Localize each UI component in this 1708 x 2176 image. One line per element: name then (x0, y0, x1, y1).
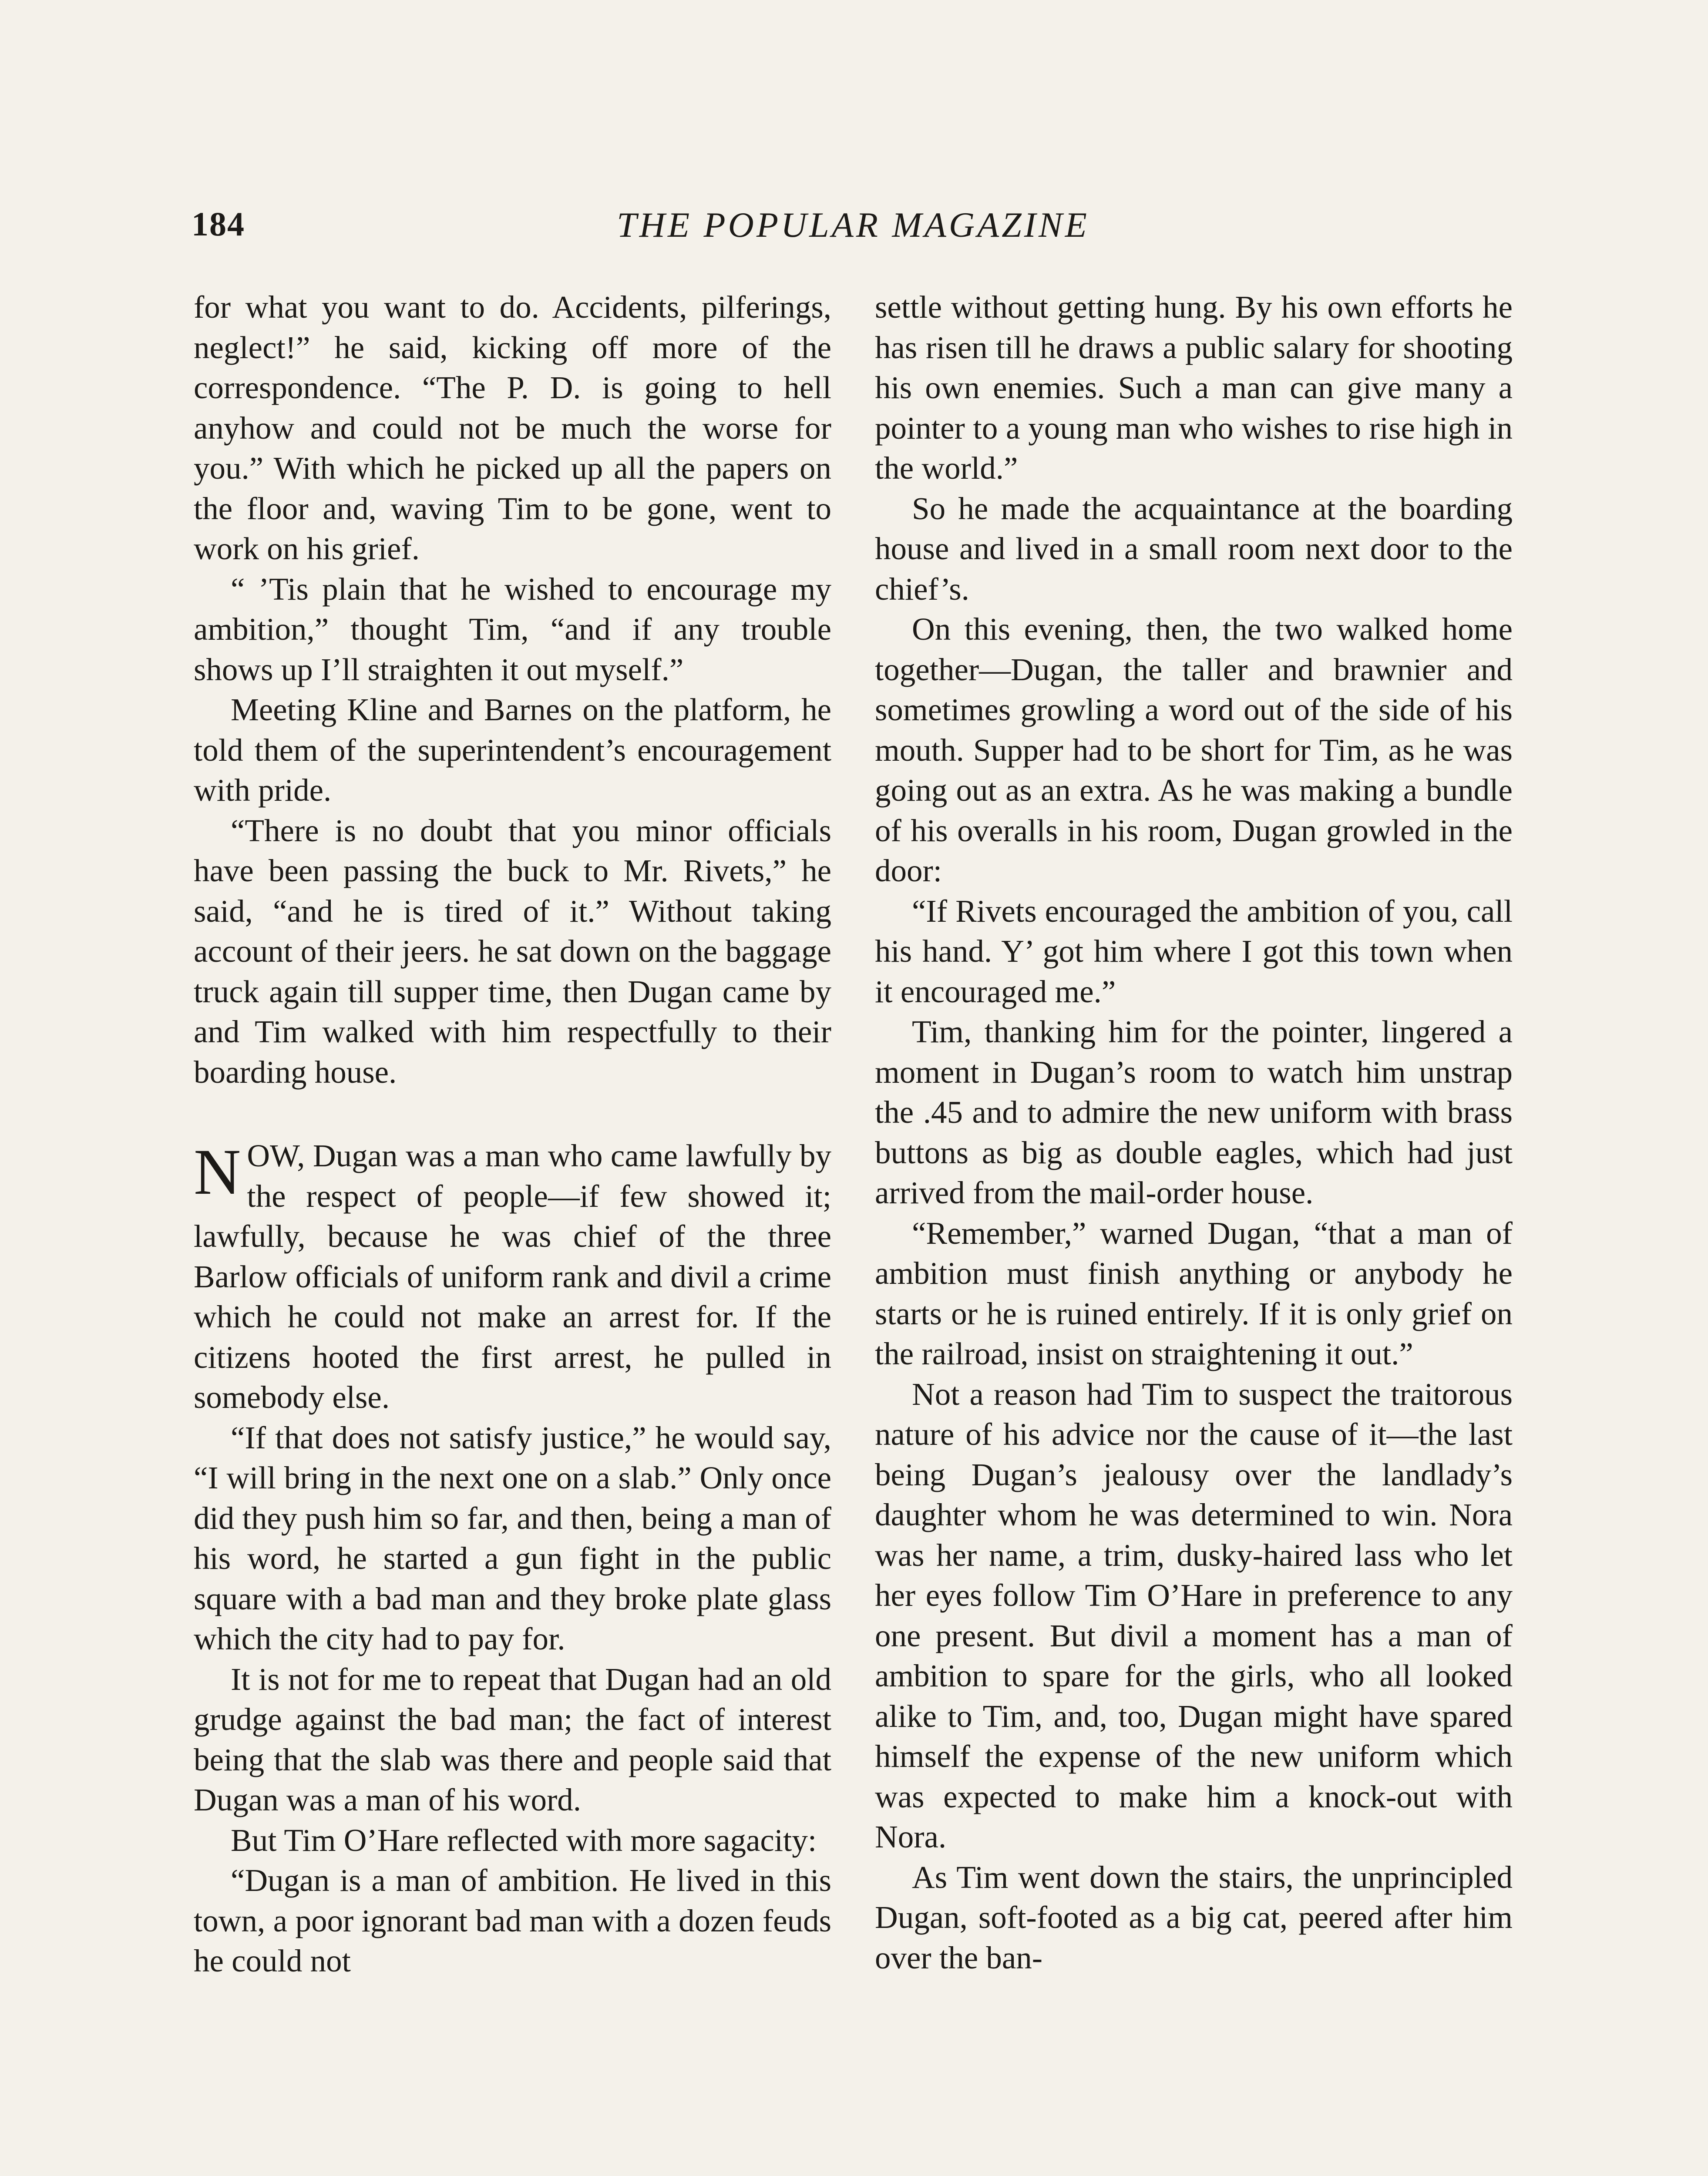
paragraph: Meeting Kline and Barnes on the platform, he told them of the superintendent’s encouragement with pride. (194, 692, 831, 808)
page-number: 184 (192, 205, 245, 243)
running-title: THE POPULAR MAGAZINE (617, 205, 1089, 245)
paragraph: for what you want to do. Accidents, pilferings, neglect!” he said, kicking off more of the correspondence. “The P. D. is going to hell anyhow and could not be much the worse for you.” With which he picked up all the papers on the floor and, waving Tim to be gone, went to work on his grief. (194, 289, 831, 566)
paragraph: So he made the acquaintance at the boarding house and lived in a small room next door to the chief’s. (875, 490, 1513, 607)
paragraph: Not a reason had Tim to suspect the traitorous nature of his advice nor the cause of it—the last being Dugan’s jealousy over the landlady’s daughter whom he was determined to win. Nora was her name, a trim, dusky-haired lass who let her eyes follow Tim O’Hare in preference to any one present. But divil a moment has a man of ambition to spare for the girls, who all looked alike to Tim, and, too, Dugan might have spared himself the expense of the new uniform which was expected to make him a knock-out with Nora. (875, 1376, 1513, 1854)
paragraph: It is not for me to repeat that Dugan had an old grudge against the bad man; the fact of interest being that the slab was there and people said that Dugan was a man of his word. (194, 1661, 831, 1817)
section-break (194, 1092, 831, 1136)
section-opening-paragraph (194, 1136, 831, 1418)
paragraph: “ ’Tis plain that he wished to encourage my ambition,” thought Tim, “and if any trouble shows up I’ll straighten it out myself.” (194, 571, 831, 687)
paragraph: “If that does not satisfy justice,” he would say, “I will bring in the next one on a slab.” Only once did they push him so far, and then, being a man of his word, he started a gun fight in the public square with a bad man and they broke plate glass which the city had to pay for. (194, 1420, 831, 1656)
drop-cap: N (194, 1136, 241, 1208)
paragraph: “Remember,” warned Dugan, “that a man of ambition must finish anything or anybody he starts or he is ruined entirely. If it is only grief on the railroad, insist on straightening it out.” (875, 1215, 1513, 1371)
right-column (875, 287, 1513, 1978)
paragraph: “Dugan is a man of ambition. He lived in this town, a poor ignorant bad man with a dozen feuds he could not (194, 1863, 831, 1978)
paragraph: settle without getting hung. By his own efforts he has risen till he draws a public salary for shooting his own enemies. Such a man can give many a pointer to a young man who wishes to rise high in the world.” (875, 289, 1513, 486)
paragraph: But Tim O’Hare reflected with more sagacity: (231, 1822, 817, 1858)
paragraph: Tim, thanking him for the pointer, lingered a moment in Dugan’s room to watch him unstrap the .45 and to admire the new uniform with brass buttons as big as double eagles, which had just arrived from the mail-order house. (875, 1014, 1513, 1210)
page-header (192, 205, 1515, 257)
paragraph: On this evening, then, the two walked home together—Dugan, the taller and brawnier and sometimes growling a word out of the side of his mouth. Supper had to be short for Tim, as he was going out as an extra. As he was making a bundle of his overalls in his room, Dugan growled in the door: (875, 611, 1513, 888)
paragraph: As Tim went down the stairs, the unprincipled Dugan, soft-footed as a big cat, peered after him over the ban- (875, 1859, 1513, 1975)
left-column (194, 287, 831, 1981)
paragraph: “There is no doubt that you minor officials have been passing the buck to Mr. Rivets,” he said, “and he is tired of it.” Without taking account of their jeers. he sat down on the baggage truck again till supper time, then Dugan came by and Tim walked with him respectfully to their boarding house. (194, 813, 831, 1090)
paragraph: “If Rivets encouraged the ambition of you, call his hand. Y’ got him where I got this town when it encouraged me.” (875, 893, 1513, 1009)
section-opening-text: OW, Dugan was a man who came lawfully by the respect of people—if few showed it; lawfully, because he was chief of the three Barlow officials of uniform rank and divil a crime which he could not make an arrest for. If the citizens hooted the first arrest, he pulled in somebody else. (194, 1138, 831, 1415)
